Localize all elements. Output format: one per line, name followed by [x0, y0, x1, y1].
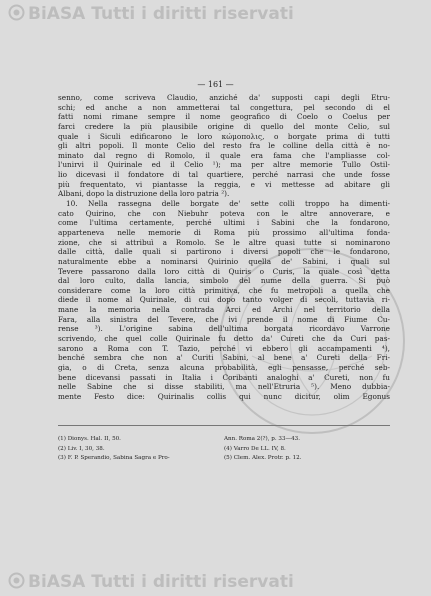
body-text	[58, 93, 390, 402]
footnote: (2) Liv. I, 30, 38.	[58, 445, 105, 452]
text-line: diede il nome al Quirinale, di cui dopo tanto volger di secoli, tuttavia ri-	[58, 295, 390, 305]
page-number: — 161 —	[197, 80, 234, 89]
footnotes	[58, 435, 398, 464]
text-line: nelle Sabine che si disse stabiliti, ma nell'Etruria ⁵). Meno dubbia-	[58, 382, 390, 392]
watermark-top	[8, 2, 428, 26]
text-line: Albani, dopo la distruzione della loro patria ²).	[58, 189, 230, 199]
text-line: minato dal regno di Romolo, il quale era fama che l'ampliasse col-	[58, 150, 390, 160]
text-line: considerare come la loro città primitiva, che fu metropoli a quella che	[58, 285, 390, 295]
text-line: scrivendo, che quel colle Quirinale fu detto da' Cureti che da Curi pas-	[58, 334, 390, 344]
footnote: (3) F. P. Sperandio, Sabina Sagra e Pro-	[58, 455, 170, 462]
text-line: farci credere la più plausibile origine di quello del monte Celio, sul	[58, 121, 390, 131]
text-line: mente Festo dice: Quirinalis collis qui nunc dicitur, olim Egonus	[58, 391, 390, 401]
text-line: benché sembra che non a' Curiti Sabini, al bene a' Cureti della Fri-	[58, 353, 390, 363]
footnote: (5) Clem. Alex. Protr. p. 12.	[224, 455, 302, 462]
text-line: gli altri popoli. Il monte Celio del resto fra le colline della città è no-	[58, 141, 390, 151]
text-line: bene dicevansi passati in Italia i Coribanti analoghi a' Cureti, non fu	[58, 372, 390, 382]
footnote: (1) Dionys. Hal. II, 50.	[58, 436, 121, 442]
watermark-bottom	[8, 570, 428, 594]
text-line: cato Quirino, che con Niebuhr poteva con le altre annoverare, e	[58, 208, 390, 218]
text-line: 10. Nella rassegna delle borgate de' sette colli troppo ha dimenti-	[66, 199, 390, 209]
text-line: lio dicevasi il fondatore di tal quartiere, perché narrasi che unde fosse	[58, 170, 390, 180]
watermark-top-text: BiASA Tutti i diritti riservati	[28, 4, 294, 24]
text-line: fatti nomi rimane sempre il nome geografico di Coelo o Coelus per	[58, 112, 390, 122]
text-line: senno, come scriveva Claudio, anziché da' supposti capi degli Etru-	[58, 93, 390, 102]
biasa-logo-icon	[8, 572, 25, 589]
text-line: rense ³). L'origine sabina dell'ultima borgata ricordavo Varrone	[58, 324, 390, 334]
watermark-bottom-text: BiASA Tutti i diritti riservati	[28, 572, 294, 592]
text-line: più frequentato, vi piantasse la reggia, e vi mettesse ad abitare gli	[58, 179, 390, 189]
text-line: dal loro culto, dalla lancia, simbolo del nume della guerra. Si può	[58, 276, 390, 286]
text-line: gia, o di Creta, senza alcuna probabilità, egli pensasse, perché seb-	[58, 362, 390, 372]
text-line: l'unirvi il Quirinale ed il Celio ¹); ma per altre memorie Tullo Ostil-	[58, 160, 390, 170]
biasa-logo-icon	[8, 4, 25, 21]
text-line: apparteneva nelle memorie di Roma più prossimo all'ultima fonda-	[58, 227, 390, 237]
footnote-row	[58, 435, 398, 445]
footnote-row	[58, 454, 398, 464]
text-line: zione, che si attribuì a Romolo. Se le altre quasi tutte si nominarono	[58, 237, 390, 247]
text-line: dalle città, dalle quali si partirono i diversi popoli che le fondarono,	[58, 247, 390, 257]
footnote: Ann. Roma 2(?), p. 33—43.	[224, 436, 301, 442]
text-line: Tevere passarono dalla loro città di Quiris o Curis, la quale così detta	[58, 266, 390, 276]
text-line: Fara, alla sinistra del Tevere, che ivi prende il nome di Fiume Cu-	[58, 314, 390, 324]
text-line: mane la memoria nella contrada Arci ed Archi nel territorio della	[58, 305, 390, 315]
footnote-row	[58, 445, 398, 455]
footnote-divider	[58, 425, 390, 426]
text-line: come l'ultima certamente, perché ultimi i Sabini che la fondarono,	[58, 218, 390, 228]
text-line: quale i Siculi edificarono le loro κώμοπολις, o borgate prima di tutti	[58, 131, 390, 141]
text-line: naturalmente ebbe a nominarsi Quirinio quella de' Sabini, i quali sul	[58, 256, 390, 266]
footnote: (4) Varro De LL. IV, 8.	[224, 445, 286, 452]
text-line: sarono a Roma con T. Tazio, perché vi ebbero gli accampamenti ⁴),	[58, 343, 390, 353]
text-line: schi; ed anche a non ammetterai tal congettura, pel secondo di el	[58, 102, 390, 112]
